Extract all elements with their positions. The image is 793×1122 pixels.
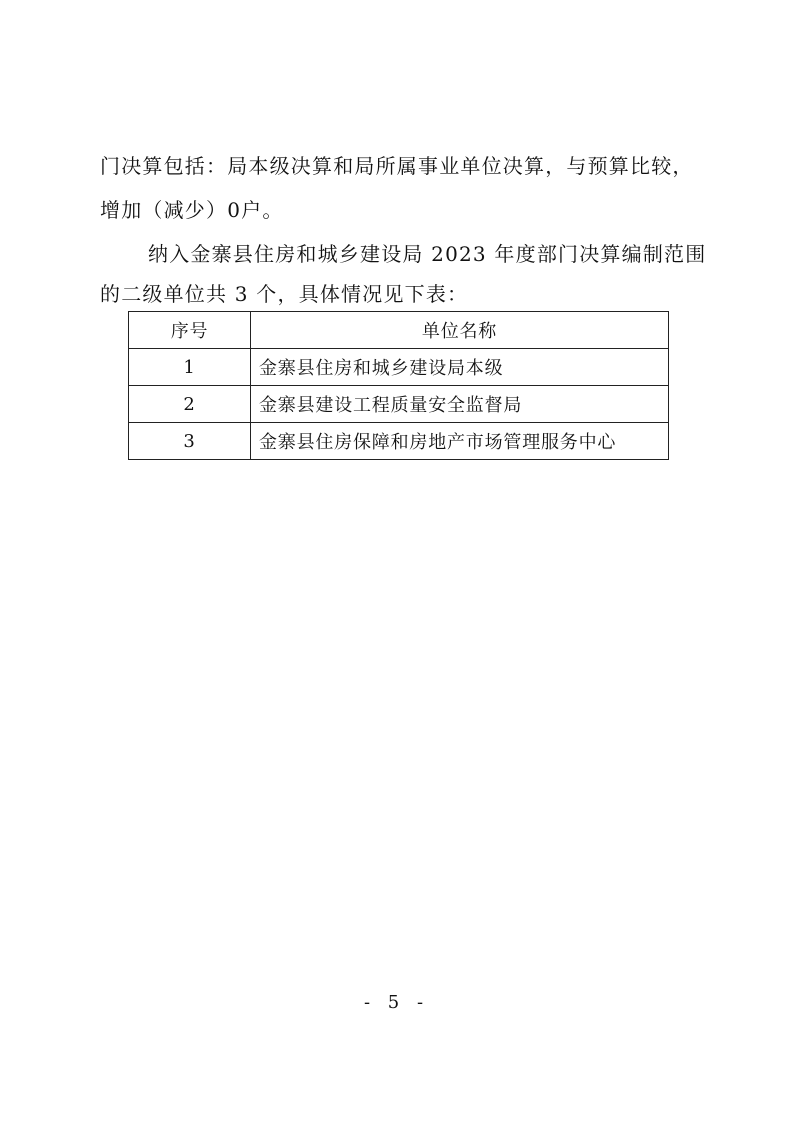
row-serial-number: 3 <box>129 423 251 460</box>
paragraph-line: 门决算包括：局本级决算和局所属事业单位决算，与预算比较， <box>100 154 694 178</box>
row-unit-name: 金寨县住房保障和房地产市场管理服务中心 <box>251 423 669 460</box>
row-unit-name: 金寨县住房和城乡建设局本级 <box>251 349 669 386</box>
table-row <box>129 423 669 460</box>
row-unit-name: 金寨县建设工程质量安全监督局 <box>251 386 669 423</box>
paragraph-line: 增加（减少）0户。 <box>100 198 284 222</box>
table-row <box>129 386 669 423</box>
row-serial-number: 2 <box>129 386 251 423</box>
header-unit-name: 单位名称 <box>251 312 669 349</box>
header-serial-number: 序号 <box>129 312 251 349</box>
page-number: - 5 - <box>363 992 430 1013</box>
table-header-row <box>129 312 669 349</box>
paragraph-line: 的二级单位共 3 个，具体情况见下表： <box>100 282 469 306</box>
paragraph-line: 纳入金寨县住房和城乡建设局 2023 年度部门决算编制范围 <box>148 242 707 266</box>
units-table <box>128 311 669 460</box>
table-row <box>129 349 669 386</box>
row-serial-number: 1 <box>129 349 251 386</box>
